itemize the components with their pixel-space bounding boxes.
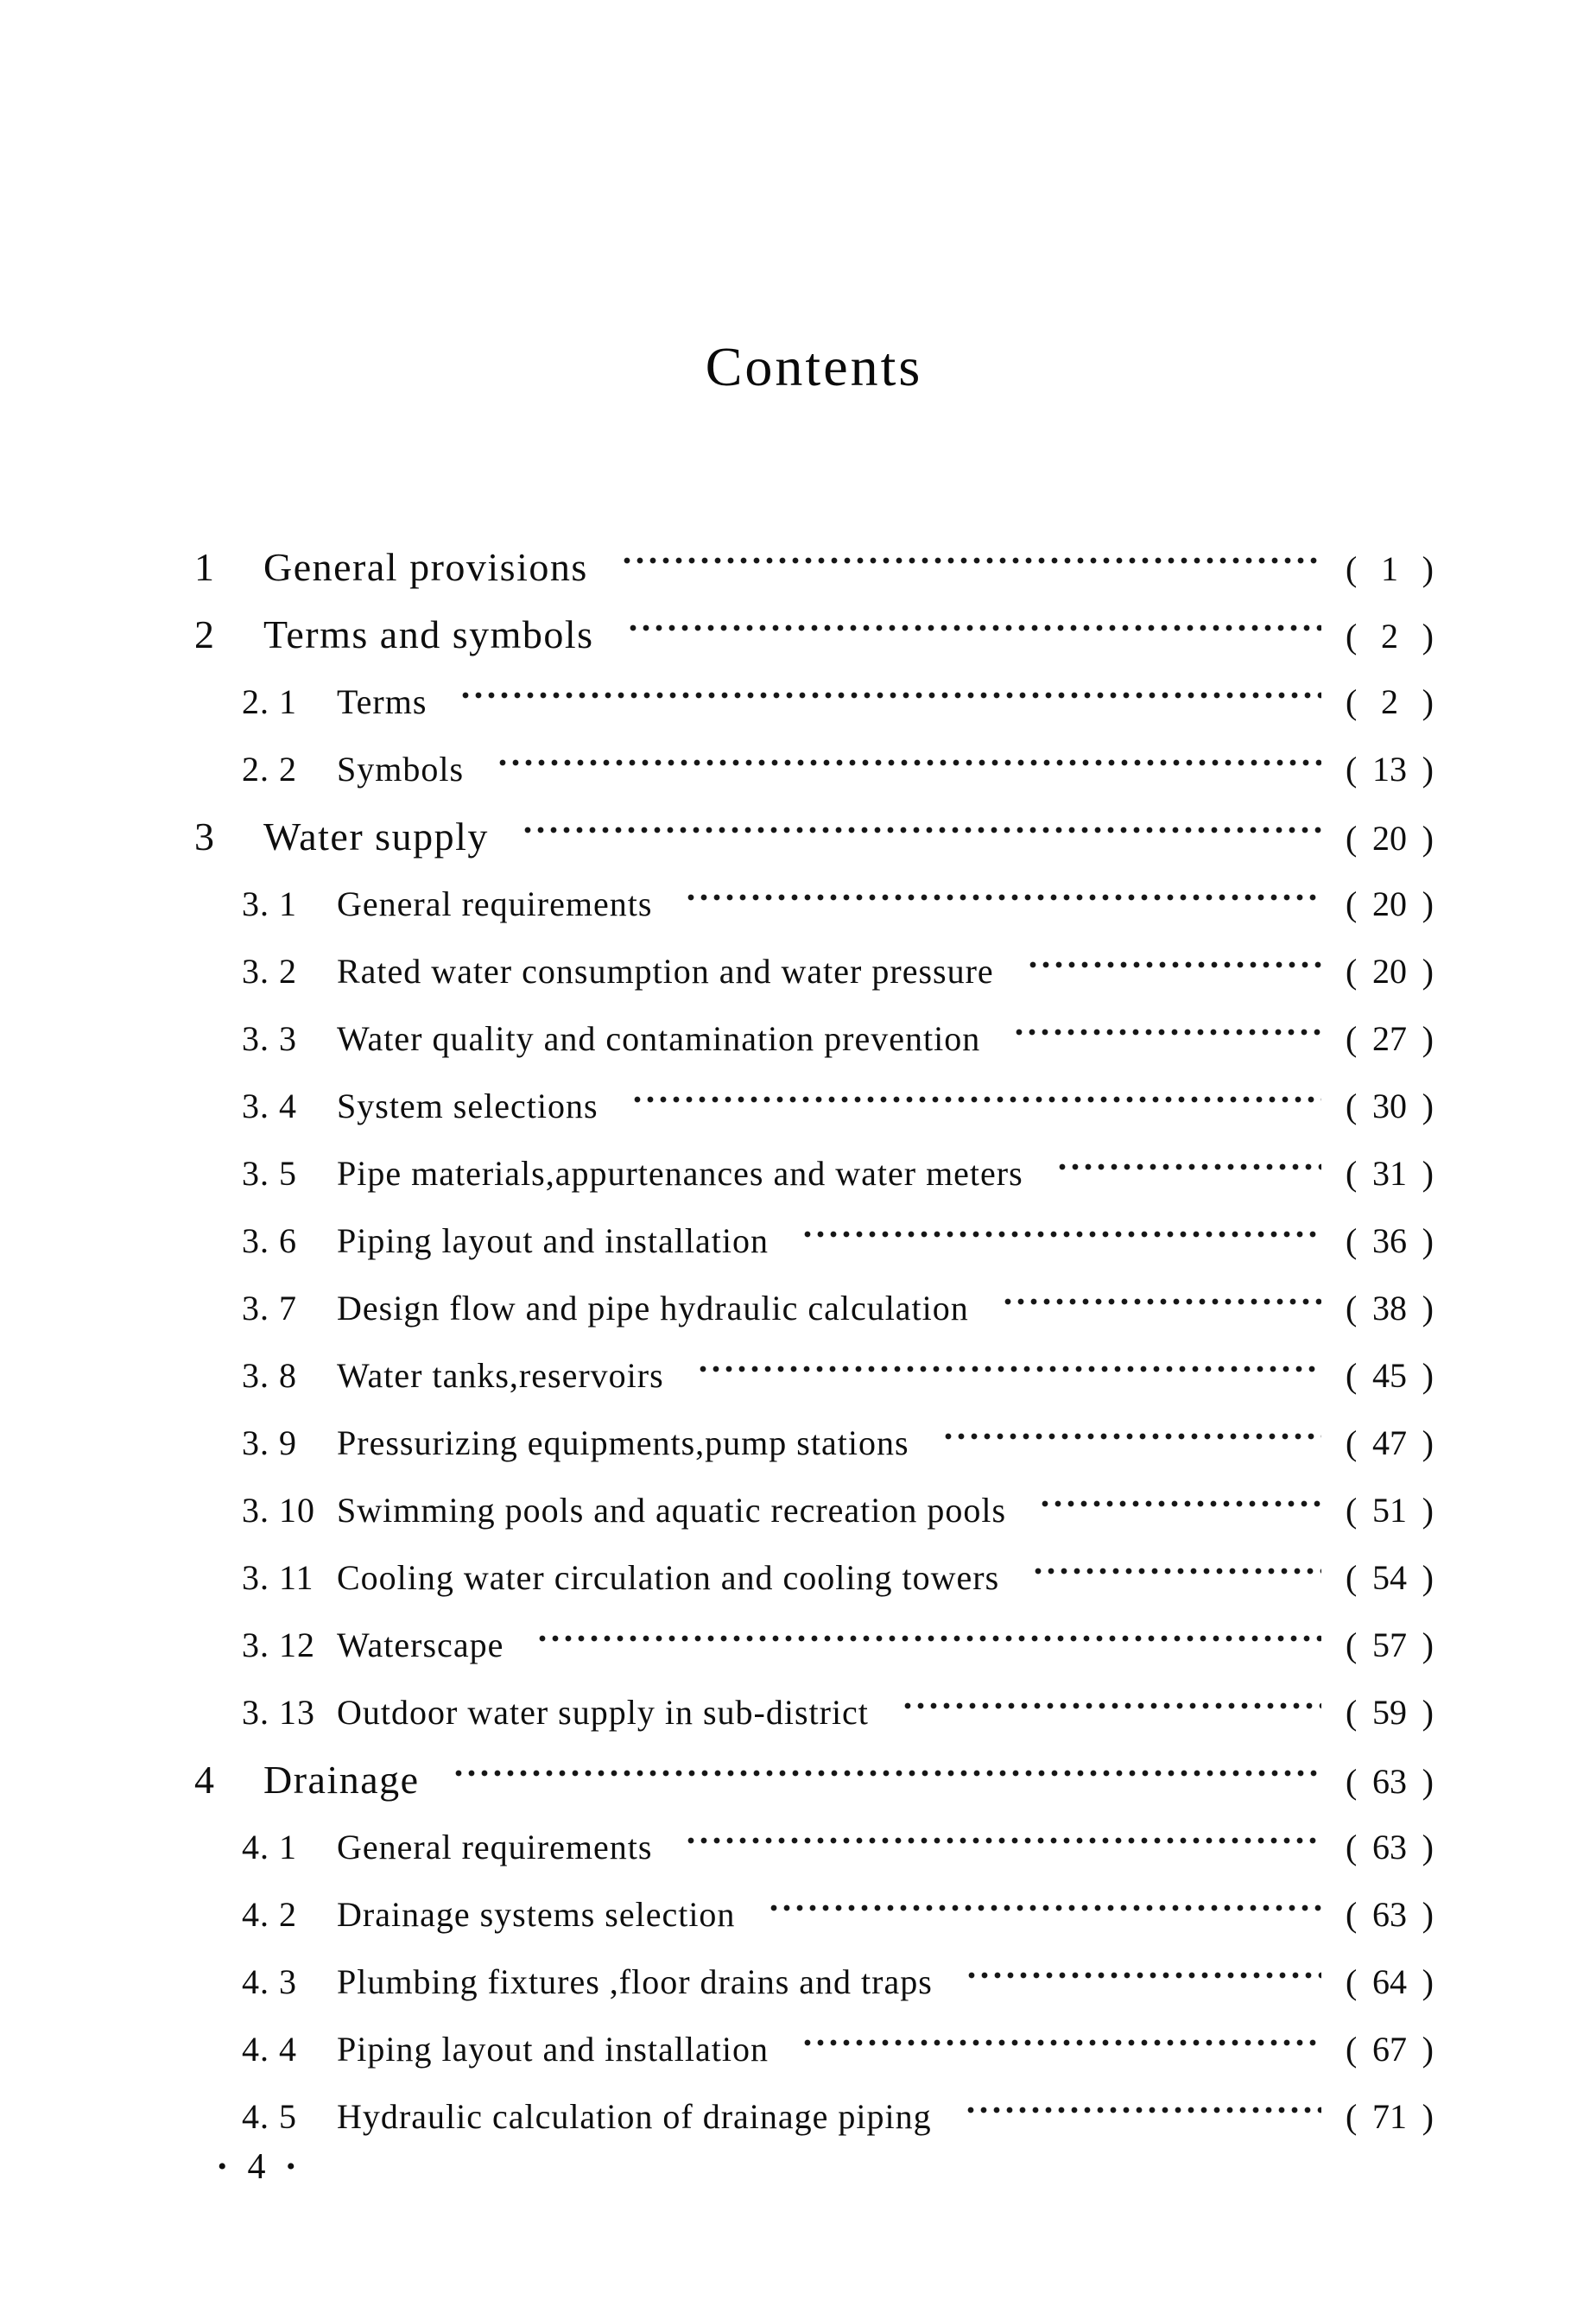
close-paren: ) — [1422, 1019, 1434, 1058]
toc-entry — [194, 1814, 1434, 1881]
toc-entry-label: Drainage systems selection — [337, 1895, 736, 1934]
open-paren: ( — [1346, 884, 1358, 923]
dot-leader — [966, 1971, 1321, 1980]
toc-entry-pageno — [1346, 669, 1434, 736]
toc-entry-label: Swimming pools and aquatic recreation pools — [337, 1491, 1007, 1530]
toc-entry-page-number: 2 — [1381, 682, 1398, 721]
toc-entry — [194, 1342, 1434, 1410]
close-paren: ) — [1422, 2097, 1434, 2136]
toc-entry-page-number: 45 — [1372, 1356, 1407, 1395]
close-paren: ) — [1422, 1625, 1434, 1664]
dot-leader — [1027, 960, 1321, 969]
toc-entry-number: 1 — [194, 545, 216, 589]
toc-entry-number: 4 — [194, 1758, 216, 1802]
dot-leader — [942, 1432, 1321, 1441]
toc-entry-number: 4. 3 — [242, 1962, 297, 2001]
open-paren: ( — [1346, 1962, 1358, 2001]
toc-entry-label: General provisions — [263, 545, 588, 589]
dot-leader — [685, 1836, 1321, 1845]
toc-entry-pageno — [1346, 938, 1434, 1005]
toc-entry-pageno — [1346, 1748, 1434, 1816]
toc-entry-label: Plumbing fixtures ,floor drains and traps — [337, 1962, 933, 2001]
dot-leader — [631, 1095, 1321, 1104]
dot-leader — [536, 1634, 1321, 1643]
toc-entry — [194, 938, 1434, 1005]
close-paren: ) — [1422, 2030, 1434, 2069]
toc-entry-number: 3. 4 — [242, 1087, 297, 1125]
open-paren: ( — [1346, 1423, 1358, 1462]
toc-entry-pageno — [1346, 1814, 1434, 1881]
page-footer — [218, 2147, 295, 2187]
dot-leader — [801, 2038, 1321, 2047]
open-paren: ( — [1346, 682, 1358, 721]
toc-entry-page-number: 63 — [1372, 1762, 1407, 1801]
toc-entry-label: Cooling water circulation and cooling towers — [337, 1558, 1000, 1597]
toc-entry-label: Piping layout and installation — [337, 2030, 769, 2069]
toc-entry-label: Water quality and contamination prevention — [337, 1019, 981, 1058]
toc-entry — [194, 601, 1434, 669]
dot-leader — [1002, 1297, 1321, 1306]
toc-entry-page-number: 30 — [1372, 1087, 1407, 1125]
dot-leader — [497, 758, 1321, 767]
toc-entry-page-number: 51 — [1372, 1491, 1407, 1530]
toc-entry-number: 3. 9 — [242, 1423, 297, 1462]
toc-entry-pageno — [1346, 1410, 1434, 1477]
toc-entry-number: 3. 10 — [242, 1491, 315, 1530]
toc-entry-pageno — [1346, 1477, 1434, 1544]
toc-entry-page-number: 20 — [1372, 952, 1407, 991]
toc-entry-number: 4. 2 — [242, 1895, 297, 1934]
dot-leader — [621, 556, 1321, 565]
toc-entry-page-number: 27 — [1372, 1019, 1407, 1058]
toc-entry-pageno — [1346, 736, 1434, 803]
toc-entry-label: Drainage — [263, 1758, 420, 1802]
dot-leader — [1056, 1163, 1321, 1171]
toc-entry-page-number: 36 — [1372, 1221, 1407, 1260]
toc-entry — [194, 803, 1434, 871]
open-paren: ( — [1346, 1558, 1358, 1597]
close-paren: ) — [1422, 1762, 1434, 1801]
open-paren: ( — [1346, 1895, 1358, 1934]
toc-list — [194, 534, 1434, 2151]
open-paren: ( — [1346, 2030, 1358, 2069]
toc-entry-pageno — [1346, 1275, 1434, 1342]
toc-entry-pageno — [1346, 1544, 1434, 1612]
toc-entry-number: 2 — [194, 612, 216, 656]
close-paren: ) — [1422, 952, 1434, 991]
toc-entry-label: Water tanks,reservoirs — [337, 1356, 664, 1395]
toc-entry-number: 3. 13 — [242, 1693, 315, 1732]
toc-entry-page-number: 20 — [1372, 884, 1407, 923]
page-title: Contents — [705, 336, 923, 397]
toc-entry — [194, 2016, 1434, 2083]
dot-leader — [965, 2106, 1321, 2114]
toc-entry-pageno — [1346, 871, 1434, 938]
toc-entry-page-number: 13 — [1372, 750, 1407, 789]
close-paren: ) — [1422, 617, 1434, 656]
open-paren: ( — [1346, 549, 1358, 588]
toc-entry-label: Piping layout and installation — [337, 1221, 769, 1260]
toc-entry-pageno — [1346, 535, 1434, 603]
toc-entry — [194, 1544, 1434, 1612]
toc-entry — [194, 1612, 1434, 1679]
toc-entry-page-number: 57 — [1372, 1625, 1407, 1664]
dot-leader — [1039, 1499, 1321, 1508]
close-paren: ) — [1422, 1491, 1434, 1530]
open-paren: ( — [1346, 617, 1358, 656]
toc-entry-label: Rated water consumption and water pressure — [337, 952, 994, 991]
toc-entry-number: 3. 3 — [242, 1019, 297, 1058]
toc-entry — [194, 669, 1434, 736]
close-paren: ) — [1422, 682, 1434, 721]
dot-leader — [453, 1769, 1321, 1778]
close-paren: ) — [1422, 750, 1434, 789]
toc-entry-pageno — [1346, 1073, 1434, 1140]
toc-entry-pageno — [1346, 603, 1434, 670]
open-paren: ( — [1346, 1289, 1358, 1328]
toc-entry-label: General requirements — [337, 1828, 653, 1866]
toc-entry-number: 3. 7 — [242, 1289, 297, 1328]
close-paren: ) — [1422, 1895, 1434, 1934]
toc-entry — [194, 1275, 1434, 1342]
toc-entry — [194, 1881, 1434, 1949]
toc-entry-label: Water supply — [263, 814, 489, 859]
toc-entry-pageno — [1346, 1949, 1434, 2016]
close-paren: ) — [1422, 1962, 1434, 2001]
toc-entry-label: Pipe materials,appurtenances and water meters — [337, 1154, 1023, 1193]
toc-entry-label: General requirements — [337, 884, 653, 923]
close-paren: ) — [1422, 1693, 1434, 1732]
open-paren: ( — [1346, 1154, 1358, 1193]
toc-entry — [194, 1949, 1434, 2016]
open-paren: ( — [1346, 1019, 1358, 1058]
toc-entry-pageno — [1346, 1005, 1434, 1073]
open-paren: ( — [1346, 1828, 1358, 1866]
close-paren: ) — [1422, 1289, 1434, 1328]
toc-entry-number: 3. 8 — [242, 1356, 297, 1395]
dot-leader — [768, 1904, 1321, 1912]
open-paren: ( — [1346, 819, 1358, 858]
close-paren: ) — [1422, 1423, 1434, 1462]
toc-entry-page-number: 54 — [1372, 1558, 1407, 1597]
toc-entry-pageno — [1346, 2016, 1434, 2083]
toc-entry-number: 3 — [194, 814, 216, 859]
dot-leader — [685, 893, 1321, 902]
toc-entry-number: 3. 1 — [242, 884, 297, 923]
open-paren: ( — [1346, 1221, 1358, 1260]
open-paren: ( — [1346, 1693, 1358, 1732]
toc-entry-page-number: 2 — [1381, 617, 1398, 656]
toc-entry-page-number: 63 — [1372, 1828, 1407, 1866]
close-paren: ) — [1422, 1828, 1434, 1866]
close-paren: ) — [1422, 1087, 1434, 1125]
toc-entry — [194, 1207, 1434, 1275]
open-paren: ( — [1346, 750, 1358, 789]
toc-entry-number: 3. 11 — [242, 1558, 314, 1597]
toc-entry-label: Outdoor water supply in sub-district — [337, 1693, 869, 1732]
toc-entry-page-number: 1 — [1381, 549, 1398, 588]
toc-entry-page-number: 59 — [1372, 1693, 1407, 1732]
toc-entry-number: 2. 2 — [242, 750, 297, 789]
toc-entry — [194, 1679, 1434, 1746]
toc-entry-label: Waterscape — [337, 1625, 504, 1664]
footer-page-number: 4 — [247, 2147, 266, 2187]
dot-leader — [459, 691, 1321, 700]
toc-entry-page-number: 63 — [1372, 1895, 1407, 1934]
close-paren: ) — [1422, 1356, 1434, 1395]
close-paren: ) — [1422, 1154, 1434, 1193]
toc-entry — [194, 2083, 1434, 2151]
toc-entry-number: 4. 5 — [242, 2097, 297, 2136]
dot-leader — [801, 1230, 1321, 1239]
toc-entry-pageno — [1346, 2083, 1434, 2151]
dot-leader — [1032, 1567, 1321, 1575]
open-paren: ( — [1346, 952, 1358, 991]
toc-entry-pageno — [1346, 1679, 1434, 1746]
toc-entry-pageno — [1346, 805, 1434, 872]
toc-entry-pageno — [1346, 1140, 1434, 1207]
toc-entry-page-number: 71 — [1372, 2097, 1407, 2136]
open-paren: ( — [1346, 1625, 1358, 1664]
open-paren: ( — [1346, 1762, 1358, 1801]
toc-entry — [194, 534, 1434, 601]
toc-entry-pageno — [1346, 1612, 1434, 1679]
toc-entry-number: 4. 1 — [242, 1828, 297, 1866]
dot-leader — [522, 826, 1321, 834]
toc-entry — [194, 1410, 1434, 1477]
dot-leader — [902, 1701, 1321, 1710]
toc-entry — [194, 1477, 1434, 1544]
toc-entry-pageno — [1346, 1342, 1434, 1410]
toc-entry — [194, 1073, 1434, 1140]
toc-entry — [194, 871, 1434, 938]
toc-entry-number: 4. 4 — [242, 2030, 297, 2069]
toc-entry — [194, 1005, 1434, 1073]
toc-entry-page-number: 67 — [1372, 2030, 1407, 2069]
close-paren: ) — [1422, 884, 1434, 923]
toc-entry-number: 2. 1 — [242, 682, 297, 721]
toc-entry-number: 3. 6 — [242, 1221, 297, 1260]
dot-leader — [627, 624, 1321, 632]
open-paren: ( — [1346, 2097, 1358, 2136]
toc-entry-label: System selections — [337, 1087, 598, 1125]
toc-entry-label: Hydraulic calculation of drainage piping — [337, 2097, 932, 2136]
toc-entry-number: 3. 2 — [242, 952, 297, 991]
toc-entry-pageno — [1346, 1881, 1434, 1949]
close-paren: ) — [1422, 1221, 1434, 1260]
footer-left-dot: • — [218, 2152, 227, 2181]
close-paren: ) — [1422, 549, 1434, 588]
dot-leader — [697, 1365, 1321, 1373]
toc-entry-page-number: 20 — [1372, 819, 1407, 858]
close-paren: ) — [1422, 819, 1434, 858]
open-paren: ( — [1346, 1491, 1358, 1530]
toc-entry — [194, 1746, 1434, 1814]
toc-entry-number: 3. 5 — [242, 1154, 297, 1193]
open-paren: ( — [1346, 1087, 1358, 1125]
toc-entry-page-number: 31 — [1372, 1154, 1407, 1193]
toc-entry-number: 3. 12 — [242, 1625, 315, 1664]
toc-entry-label: Terms and symbols — [263, 612, 594, 656]
toc-entry-label: Pressurizing equipments,pump stations — [337, 1423, 909, 1462]
toc-entry-label: Symbols — [337, 750, 465, 789]
toc-entry-page-number: 64 — [1372, 1962, 1407, 2001]
dot-leader — [1013, 1028, 1321, 1036]
toc-entry-label: Terms — [337, 682, 428, 721]
toc-entry-page-number: 47 — [1372, 1423, 1407, 1462]
open-paren: ( — [1346, 1356, 1358, 1395]
toc-entry-pageno — [1346, 1207, 1434, 1275]
toc-entry — [194, 736, 1434, 803]
toc-entry — [194, 1140, 1434, 1207]
toc-entry-page-number: 38 — [1372, 1289, 1407, 1328]
close-paren: ) — [1422, 1558, 1434, 1597]
footer-right-dot: • — [286, 2152, 296, 2181]
toc-entry-label: Design flow and pipe hydraulic calculation — [337, 1289, 969, 1328]
